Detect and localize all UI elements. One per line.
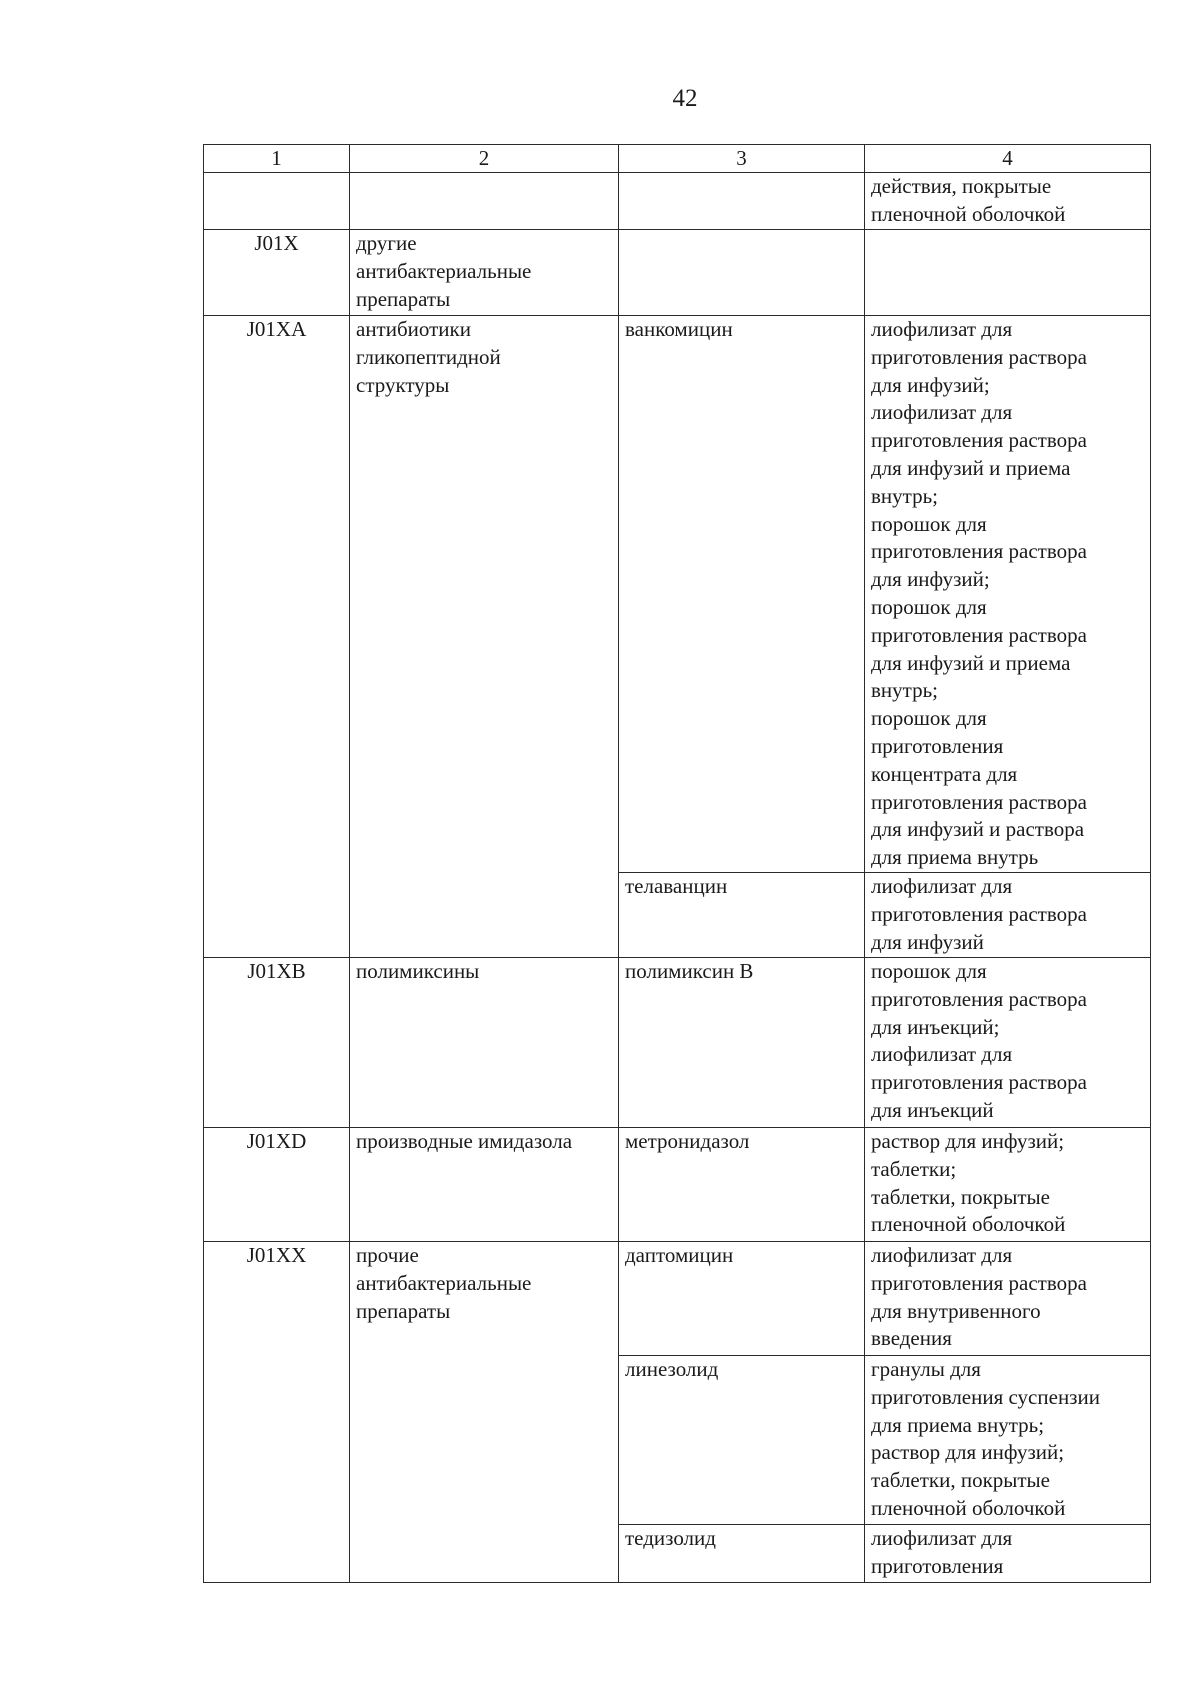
page-number: 42 [672,85,698,112]
dosage-forms-text: гранулы для приготовления суспензии для приема внутрь; раствор для инфузий; таблетки, покрытые пленочной оболочкой [871,1357,1100,1520]
column-header-2: 2 [350,145,619,173]
column-header-1: 1 [204,145,350,173]
dosage-forms-cell [865,958,1151,1128]
dosage-forms-text: лиофилизат для приготовления раствора для инфузий; лиофилизат для приготовления раствора для инфузий и приема внутрь; порошок для приготовления раствора для инфузий; порошок для приготовления раствора для инфузий и приема внутрь; порошок для приготовления концентрата для приготовления раствора для инфузий и раствора для приема внутрь [871,317,1087,870]
atc-code-cell: J01XD [204,1128,350,1242]
group-cell [350,230,619,316]
substance-cell: даптомицин [619,1242,865,1356]
substance-cell: телаванцин [619,873,865,958]
dosage-forms-cell [865,230,1151,316]
substance-cell: линезолид [619,1356,865,1525]
group-text: прочие антибактериальные препараты [356,1243,532,1323]
table-header-row [204,145,1151,173]
substance-cell [619,230,865,316]
dosage-forms-text: лиофилизат для приготовления раствора для инфузий [871,874,1087,954]
dosage-forms-cell [865,1356,1151,1525]
substance-cell: тедизолид [619,1525,865,1583]
group-cell [350,1242,619,1583]
group-text: другие антибактериальные препараты [356,231,532,311]
group-cell [350,1128,619,1242]
dosage-forms-text: лиофилизат для приготовления [871,1526,1013,1578]
dosage-forms-cell [865,873,1151,958]
group-text: антибиотики гликопептидной структуры [356,317,501,397]
atc-code-cell: J01XA [204,316,350,958]
dosage-forms-cell [865,173,1151,230]
substance-cell: полимиксин В [619,958,865,1128]
substance-cell: метронидазол [619,1128,865,1242]
substance-cell: ванкомицин [619,316,865,873]
medication-table [203,144,1151,1583]
group-text: полимиксины [356,959,480,983]
group-text: производные имидазола [356,1129,573,1153]
table-row [204,230,1151,316]
atc-code-cell: J01X [204,230,350,316]
substance-cell [619,173,865,230]
dosage-forms-text: действия, покрытые пленочной оболочкой [871,174,1066,226]
dosage-forms-cell [865,1242,1151,1356]
column-header-3: 3 [619,145,865,173]
dosage-forms-text: порошок для приготовления раствора для инъекций; лиофилизат для приготовления раствора для инъекций [871,959,1087,1122]
table-row [204,1128,1151,1242]
table-row [204,958,1151,1128]
dosage-forms-cell [865,316,1151,873]
group-cell [350,316,619,958]
table-row [204,1242,1151,1356]
dosage-forms-cell [865,1128,1151,1242]
dosage-forms-text: раствор для инфузий; таблетки; таблетки, покрытые пленочной оболочкой [871,1129,1066,1237]
table-row [204,173,1151,230]
dosage-forms-cell [865,1525,1151,1583]
group-cell [350,173,619,230]
table-row [204,316,1151,873]
atc-code-cell: J01XX [204,1242,350,1583]
column-header-4: 4 [865,145,1151,173]
dosage-forms-text: лиофилизат для приготовления раствора для внутривенного введения [871,1243,1087,1351]
atc-code-cell [204,173,350,230]
atc-code-cell: J01XB [204,958,350,1128]
group-cell [350,958,619,1128]
